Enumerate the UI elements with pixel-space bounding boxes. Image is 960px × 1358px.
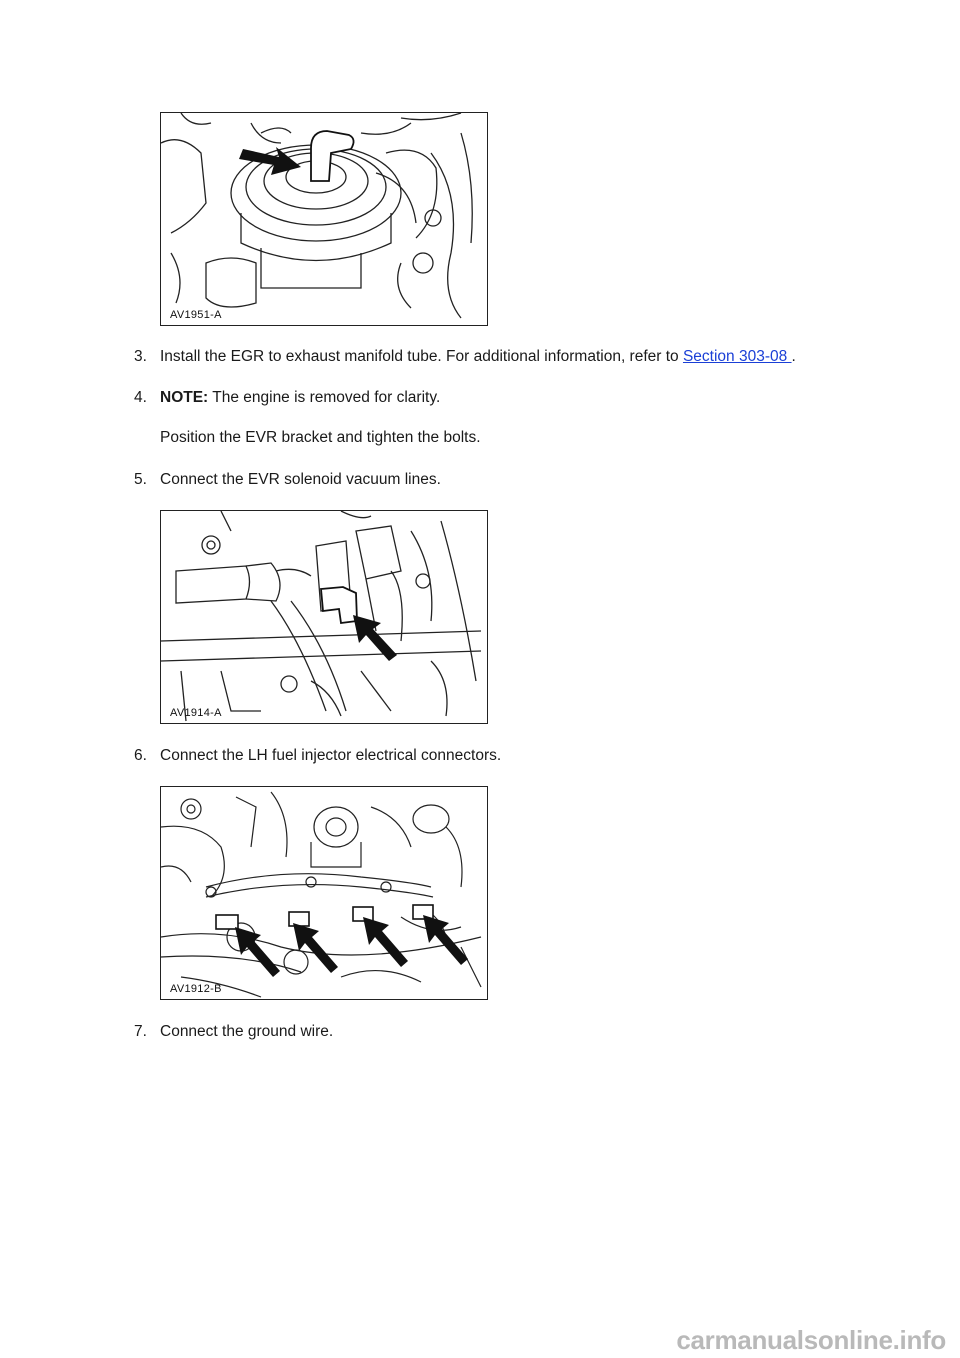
step-number: 3. [134,348,147,365]
figure-label: AV1912-B [170,983,222,995]
watermark: carmanualsonline.info [676,1325,946,1355]
step-number: 5. [134,471,147,488]
figure-evr-solenoid [160,510,488,724]
figure-label: AV1951-A [170,309,222,321]
step-4-instruction: Position the EVR bracket and tighten the bolts. [160,429,481,446]
egr-valve-illustration [161,113,487,325]
step-6 [134,746,501,766]
section-303-08-link[interactable]: Section 303-08 [682,348,792,365]
note-text: The engine is removed for clarity. [208,389,441,406]
figure-egr-valve [160,112,488,326]
note-label: NOTE: [160,389,209,406]
step-5 [134,470,441,490]
step-text: Connect the ground wire. [160,1023,334,1040]
step-text-end: . [791,348,796,365]
step-7 [134,1022,333,1042]
step-4 [134,388,440,408]
step-text: Install the EGR to exhaust manifold tube. For additional information, refer to [160,348,683,365]
step-number: 6. [134,747,147,764]
figure-fuel-injector-connectors [160,786,488,1000]
step-number: 4. [134,389,147,406]
step-number: 7. [134,1023,147,1040]
evr-solenoid-illustration [161,511,487,723]
step-text: Connect the LH fuel injector electrical connectors. [160,747,502,764]
fuel-injector-illustration [161,787,487,999]
figure-label: AV1914-A [170,707,222,719]
step-text: Connect the EVR solenoid vacuum lines. [160,471,441,488]
step-3 [134,347,796,367]
